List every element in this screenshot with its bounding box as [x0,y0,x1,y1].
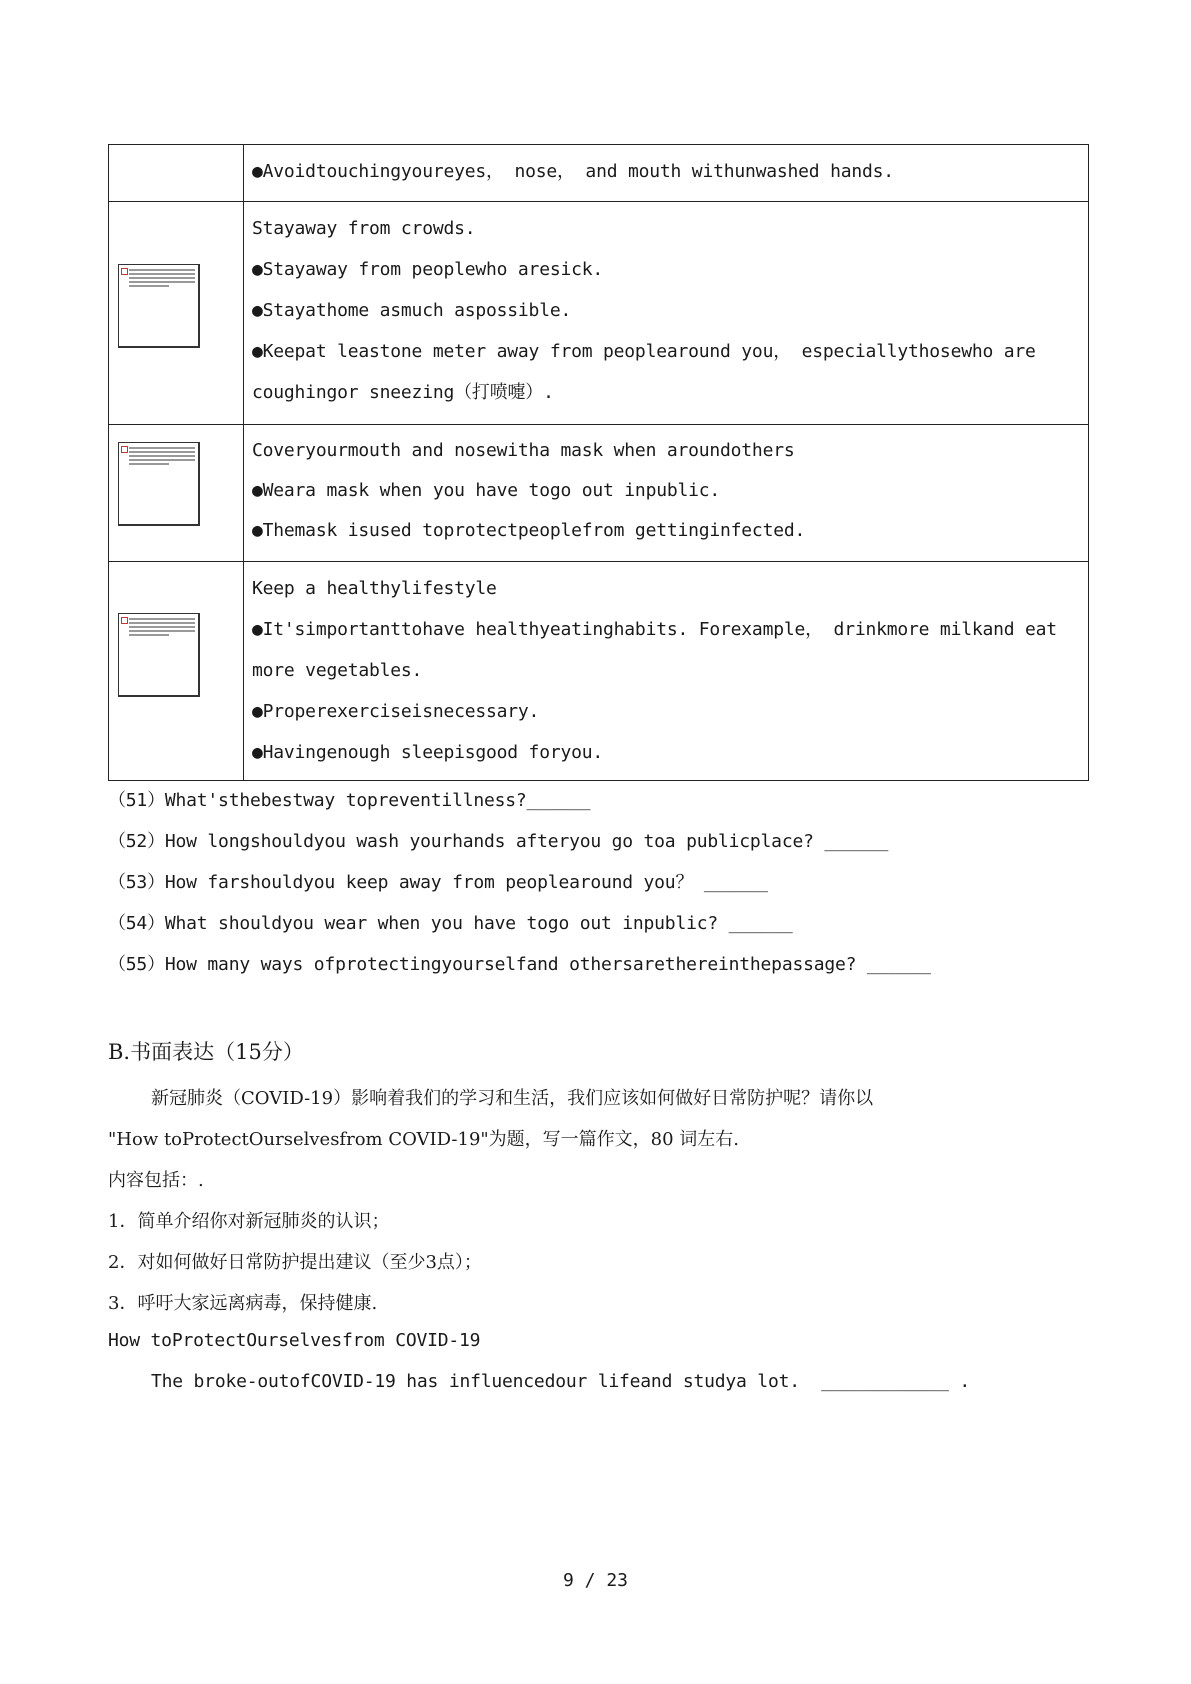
writing-prompt-line2: "How toProtectOurselvesfrom COVID-19"为题，写一篇作文，80 词左右. [108,1129,740,1150]
text-cell [244,425,1089,562]
question-text: （51）What'sthebestway topreventillness? [108,790,527,811]
question-55 [108,950,931,976]
image-cell [109,145,244,202]
question-53 [108,868,768,894]
page-number: 9 / 23 [562,1570,629,1591]
essay-start [151,1371,970,1392]
table-row [109,202,1089,425]
image-cell [109,202,244,425]
tip-line: Keep a healthylifestyle [252,578,497,599]
tip-line: ●Weara mask when you have togo out inpublic. [252,480,721,501]
table-row [109,425,1089,562]
requirement-item: 2．对如何做好日常防护提出建议（至少3点）； [108,1252,482,1273]
tip-line: ●Stayathome asmuch aspossible. [252,300,572,321]
prevention-tips-table [108,144,1089,781]
requirement-item: 3．呼吁大家远离病毒，保持健康. [108,1293,378,1314]
tip-line: Coveryourmouth and nosewitha mask when aroundothers [252,440,795,461]
image-cell [109,562,244,781]
document-thumbnail-icon [118,264,200,348]
requirement-item: 1．简单介绍你对新冠肺炎的认识； [108,1211,390,1232]
answer-blank[interactable]: ______ [526,790,591,811]
answer-blank[interactable]: ______ [866,954,931,975]
question-51 [108,786,590,812]
tip-line: ●Stayaway from peoplewho aresick. [252,259,604,280]
question-text: （54）What shouldyou wear when you have togo out inpublic? [108,913,729,934]
document-thumbnail-icon [118,442,200,526]
essay-title: How toProtectOurselvesfrom COVID-19 [108,1330,481,1351]
question-text: （53）How farshouldyou keep away from peoplearound you？ [108,872,704,893]
table-row [109,562,1089,781]
text-cell [244,202,1089,425]
answer-blank[interactable]: ______ [703,872,768,893]
answer-blank[interactable]: ______ [728,913,793,934]
tip-line: ●Havingenough sleepisgood foryou. [252,742,604,763]
tip-line: ●Avoidtouchingyoureyes， nose， and mouth withunwashed hands. [252,161,894,182]
answer-blank[interactable]: ______ [824,831,889,852]
question-text: （52）How longshouldyou wash yourhands afteryou go toa publicplace? [108,831,825,852]
question-52 [108,827,888,853]
question-54 [108,909,792,935]
essay-answer-blank[interactable]: ____________ [821,1371,949,1392]
writing-heading: B.书面表达（15分） [108,1040,304,1064]
question-text: （55）How many ways ofprotectingyourselfand othersarethereinthepassage? [108,954,867,975]
tip-line: ●Properexerciseisnecessary. [252,701,540,722]
text-cell [244,562,1089,781]
tip-line: ●It'simportanttohave healthyeatinghabits. Forexample， drinkmore milkand eat [252,619,1057,640]
image-cell [109,425,244,562]
text-cell [244,145,1089,202]
tip-line: Stayaway from crowds. [252,218,476,239]
writing-prompt-line1: 新冠肺炎（COVID-19）影响着我们的学习和生活，我们应该如何做好日常防护呢？请你以 [151,1088,874,1109]
content-label: 内容包括：. [108,1170,204,1191]
essay-start-text: The broke-outofCOVID-19 has influencedour lifeand studya lot. [151,1371,800,1392]
tip-line: more vegetables. [252,660,423,681]
document-thumbnail-icon [118,613,200,697]
tip-line: ●Themask isused toprotectpeoplefrom gettinginfected. [252,520,806,541]
table-row [109,145,1089,202]
tip-line: coughingor sneezing（打喷嚏）. [252,382,554,403]
tip-line: ●Keepat leastone meter away from peoplearound you， especiallythosewho are [252,341,1036,362]
essay-end: . [948,1371,971,1392]
